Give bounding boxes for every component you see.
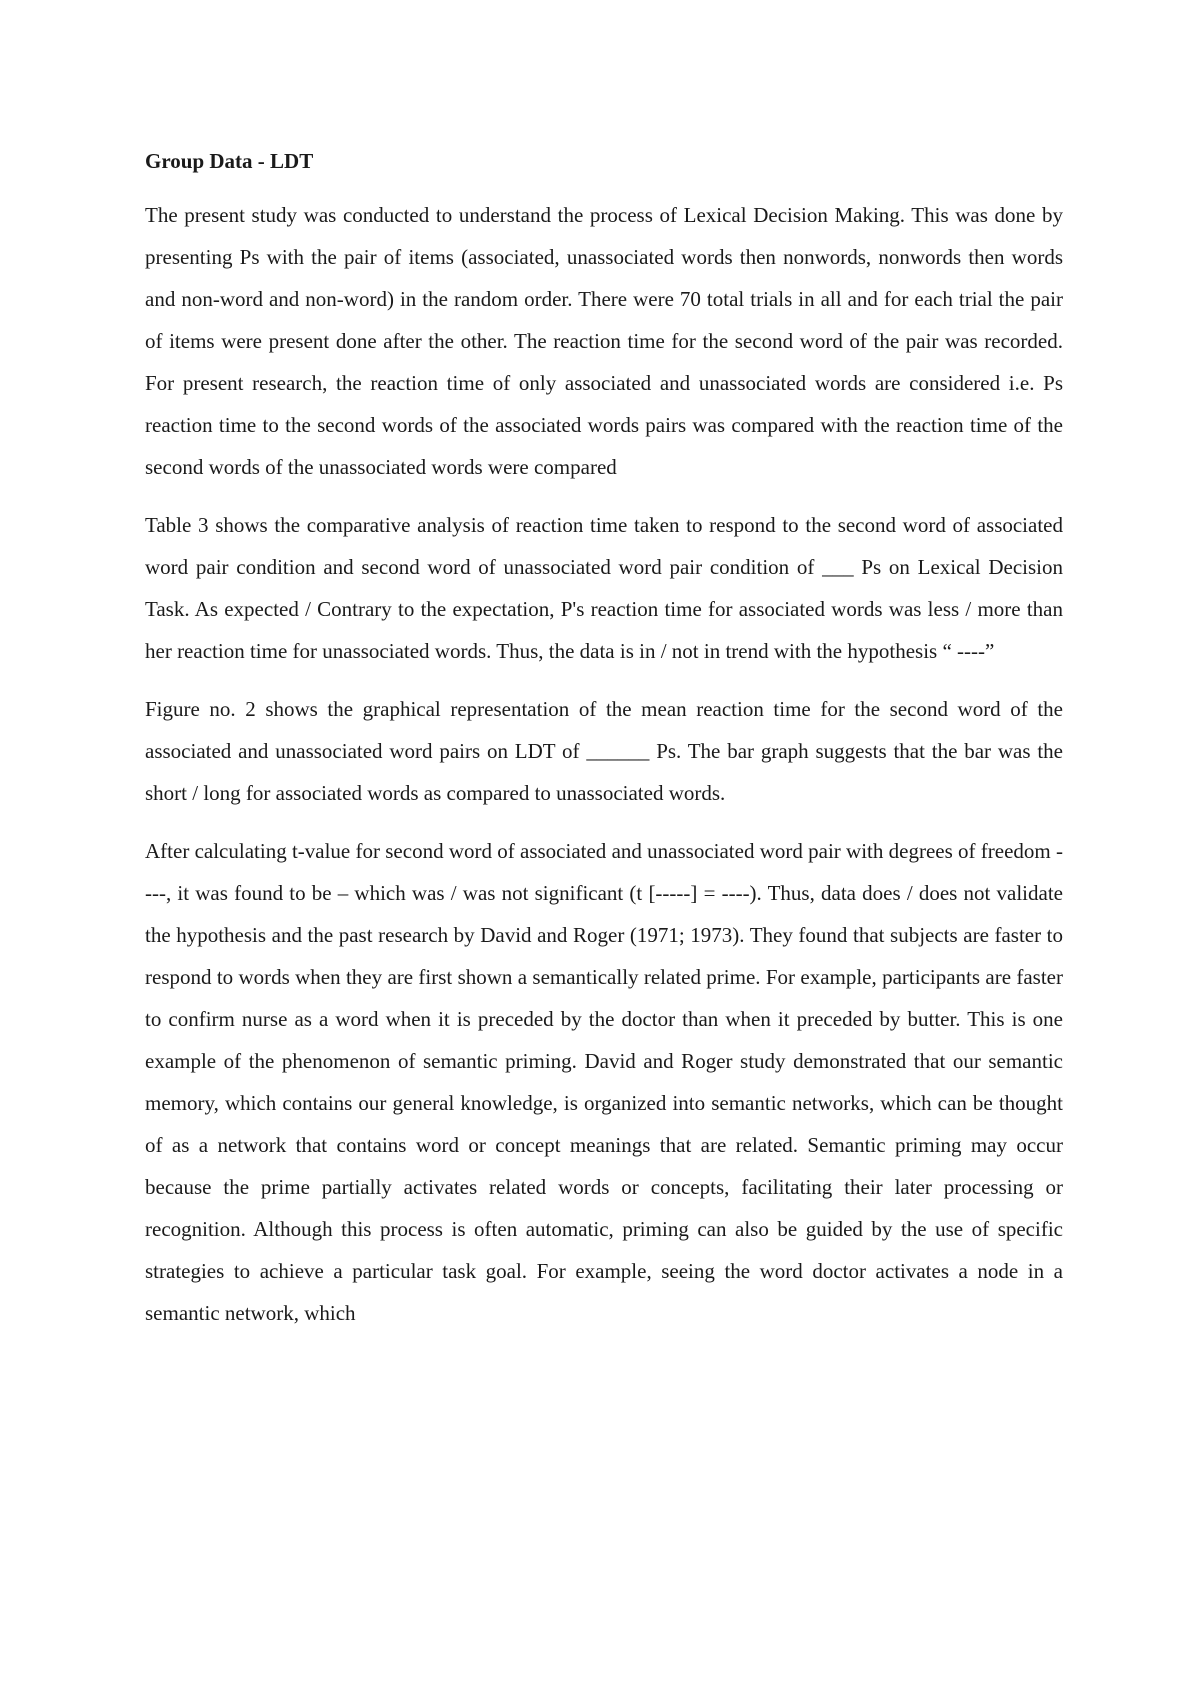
paragraph-t-value-discussion: After calculating t-value for second word of associated and unassociated word pair with degrees of freedom ----, it was found to be – which was / was not significant (t [-----] = ----). Thus, data does / does not validate the hypothesis and the past research by David and Roger (1971; 1973). They found that subjects are faster to respond to words when they are first shown a semantically related prime. For example, participants are faster to confirm nurse as a word when it is preceded by the doctor than when it preceded by butter. This is one example of the phenomenon of semantic priming. David and Roger study demonstrated that our semantic memory, which contains our general knowledge, is organized into semantic networks, which can be thought of as a network that contains word or concept meanings that are related. Semantic priming may occur because the prime partially activates related words or concepts, facilitating their later processing or recognition. Although this process is often automatic, priming can also be guided by the use of specific strategies to achieve a particular task goal. For example, seeing the word doctor activates a node in a semantic network, which bbox=[145, 839, 1063, 1325]
paragraph-study-description: The present study was conducted to understand the process of Lexical Decision Making. This was done by presenting Ps with the pair of items (associated, unassociated words then nonwords, nonwords then words and non-word and non-word) in the random order. There were 70 total trials in all and for each trial the pair of items were present done after the other. The reaction time for the second word of the pair was recorded. For present research, the reaction time of only associated and unassociated words are considered i.e. Ps reaction time to the second words of the associated words pairs was compared with the reaction time of the second words of the unassociated words were compared bbox=[145, 203, 1063, 479]
paragraph-table-analysis: Table 3 shows the comparative analysis of reaction time taken to respond to the second word of associated word pair condition and second word of unassociated word pair condition of ___ Ps on Lexical Decision Task. As expected / Contrary to the expectation, P's reaction time for associated words was less / more than her reaction time for unassociated words. Thus, the data is in / not in trend with the hypothesis “ ----” bbox=[145, 513, 1063, 663]
paragraph-figure-analysis: Figure no. 2 shows the graphical representation of the mean reaction time for the second word of the associated and unassociated word pairs on LDT of ______ Ps. The bar graph suggests that the bar was the short / long for associated words as compared to unassociated words. bbox=[145, 697, 1063, 805]
page-title: Group Data - LDT bbox=[145, 149, 314, 173]
document-page bbox=[145, 140, 1063, 1350]
